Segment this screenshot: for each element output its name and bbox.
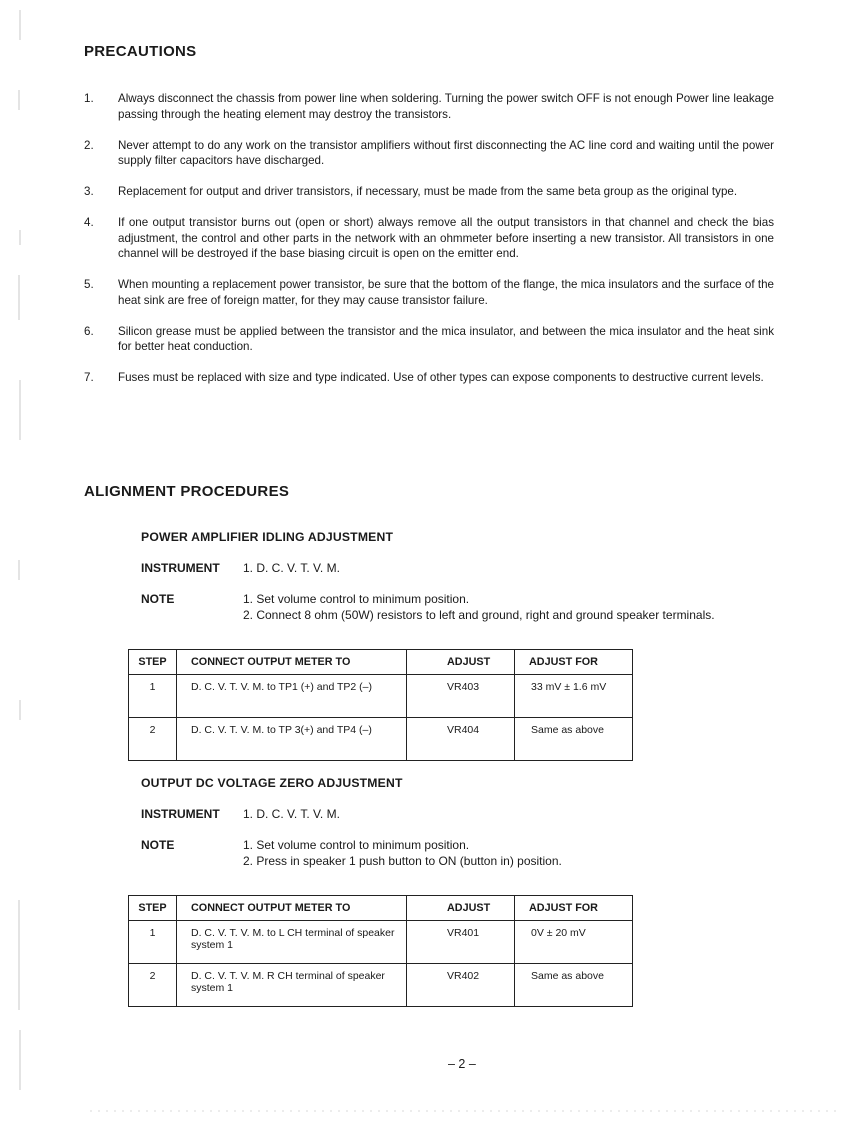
step-cell: 2 bbox=[129, 964, 177, 1007]
instrument-value: 1. D. C. V. T. V. M. bbox=[243, 561, 340, 575]
adjust-cell: VR403 bbox=[407, 675, 515, 718]
alignment-heading: ALIGNMENT PROCEDURES bbox=[84, 483, 290, 500]
precautions-list bbox=[84, 91, 774, 401]
connect-cell: D. C. V. T. V. M. to L CH terminal of speaker system 1 bbox=[177, 921, 407, 964]
instrument-label: INSTRUMENT bbox=[141, 561, 220, 575]
item-text: Silicon grease must be applied between the transistor and the mica insulator, and between the mica insulator and the heat sink for better heat conduction. bbox=[118, 324, 774, 353]
note-line: 1. Set volume control to minimum position. bbox=[243, 592, 470, 606]
connect-cell: D. C. V. T. V. M. to TP1 (+) and TP2 (–) bbox=[177, 675, 407, 718]
note-block bbox=[141, 592, 715, 623]
note-line: 2. Connect 8 ohm (50W) resistors to left and ground, right and ground speaker terminals. bbox=[243, 607, 715, 622]
item-text: If one output transistor burns out (open or short) always remove all the output transistors in that channel and check the bias adjustment, the control and other parts in the network with an ohmmeter before inserting a new transistor. All transistors in one channel will be destroyed if the base biasing circuit is open on the emitter end. bbox=[118, 216, 774, 260]
table-header-row bbox=[129, 896, 633, 921]
item-number: 5. bbox=[84, 278, 94, 291]
note-label: NOTE bbox=[141, 838, 175, 852]
list-item bbox=[84, 91, 774, 122]
instrument-line bbox=[141, 807, 340, 821]
dc-zero-adjustment-table bbox=[128, 895, 633, 1007]
item-text: Always disconnect the chassis from power line when soldering. Turning the power switch OFF is not enough Power line leakage passing through the heating element may destroy the transistors. bbox=[118, 92, 774, 121]
page-number: – 2 – bbox=[448, 1057, 476, 1071]
idling-adjustment-table bbox=[128, 649, 633, 761]
adjust-for-cell: Same as above bbox=[515, 718, 633, 761]
table-row bbox=[129, 964, 633, 1007]
column-header: STEP bbox=[129, 896, 177, 921]
precautions-heading: PRECAUTIONS bbox=[84, 43, 197, 60]
item-text: Replacement for output and driver transistors, if necessary, must be made from the same beta group as the original type. bbox=[118, 185, 738, 198]
adjust-for-cell: 0V ± 20 mV bbox=[515, 921, 633, 964]
instrument-label: INSTRUMENT bbox=[141, 807, 220, 821]
step-cell: 1 bbox=[129, 921, 177, 964]
list-item bbox=[84, 277, 774, 308]
table-header-row bbox=[129, 650, 633, 675]
list-item bbox=[84, 138, 774, 169]
table-row bbox=[129, 718, 633, 761]
list-item bbox=[84, 370, 774, 386]
table-row bbox=[129, 675, 633, 718]
item-text: When mounting a replacement power transistor, be sure that the bottom of the flange, the mica insulators and the surface of the heat sink are free of foreign matter, for they may cause transistor failure. bbox=[118, 278, 774, 307]
item-number: 1. bbox=[84, 92, 94, 105]
item-number: 4. bbox=[84, 216, 94, 229]
list-item bbox=[84, 184, 774, 200]
adjust-cell: VR401 bbox=[407, 921, 515, 964]
table-row bbox=[129, 921, 633, 964]
scan-margin-marks bbox=[0, 0, 30, 1122]
list-item bbox=[84, 215, 774, 262]
item-text: Never attempt to do any work on the transistor amplifiers without first disconnecting the AC line cord and waiting until the power supply filter capacitors have discharged. bbox=[118, 138, 774, 167]
column-header: CONNECT OUTPUT METER TO bbox=[177, 650, 407, 675]
note-line: 2. Press in speaker 1 push button to ON (button in) position. bbox=[243, 853, 562, 868]
section-subtitle: OUTPUT DC VOLTAGE ZERO ADJUSTMENT bbox=[141, 776, 403, 790]
column-header: ADJUST FOR bbox=[515, 896, 633, 921]
instrument-line bbox=[141, 561, 340, 575]
connect-cell: D. C. V. T. V. M. R CH terminal of speaker system 1 bbox=[177, 964, 407, 1007]
note-label: NOTE bbox=[141, 592, 175, 606]
item-number: 3. bbox=[84, 185, 94, 198]
column-header: ADJUST bbox=[407, 896, 515, 921]
column-header: STEP bbox=[129, 650, 177, 675]
list-item bbox=[84, 324, 774, 355]
item-text: Fuses must be replaced with size and type indicated. Use of other types can expose components to destructive current levels. bbox=[118, 371, 764, 384]
scan-bottom-marks bbox=[0, 1108, 866, 1114]
step-cell: 1 bbox=[129, 675, 177, 718]
section-subtitle: POWER AMPLIFIER IDLING ADJUSTMENT bbox=[141, 530, 394, 544]
item-number: 6. bbox=[84, 324, 94, 338]
note-block bbox=[141, 838, 562, 869]
adjust-for-cell: 33 mV ± 1.6 mV bbox=[515, 675, 633, 718]
column-header: CONNECT OUTPUT METER TO bbox=[177, 896, 407, 921]
adjust-for-cell: Same as above bbox=[515, 964, 633, 1007]
item-number: 7. bbox=[84, 371, 94, 384]
instrument-value: 1. D. C. V. T. V. M. bbox=[243, 807, 340, 821]
adjust-cell: VR404 bbox=[407, 718, 515, 761]
column-header: ADJUST FOR bbox=[515, 650, 633, 675]
step-cell: 2 bbox=[129, 718, 177, 761]
connect-cell: D. C. V. T. V. M. to TP 3(+) and TP4 (–) bbox=[177, 718, 407, 761]
item-number: 2. bbox=[84, 138, 94, 152]
adjust-cell: VR402 bbox=[407, 964, 515, 1007]
column-header: ADJUST bbox=[407, 650, 515, 675]
note-line: 1. Set volume control to minimum position. bbox=[243, 838, 470, 852]
